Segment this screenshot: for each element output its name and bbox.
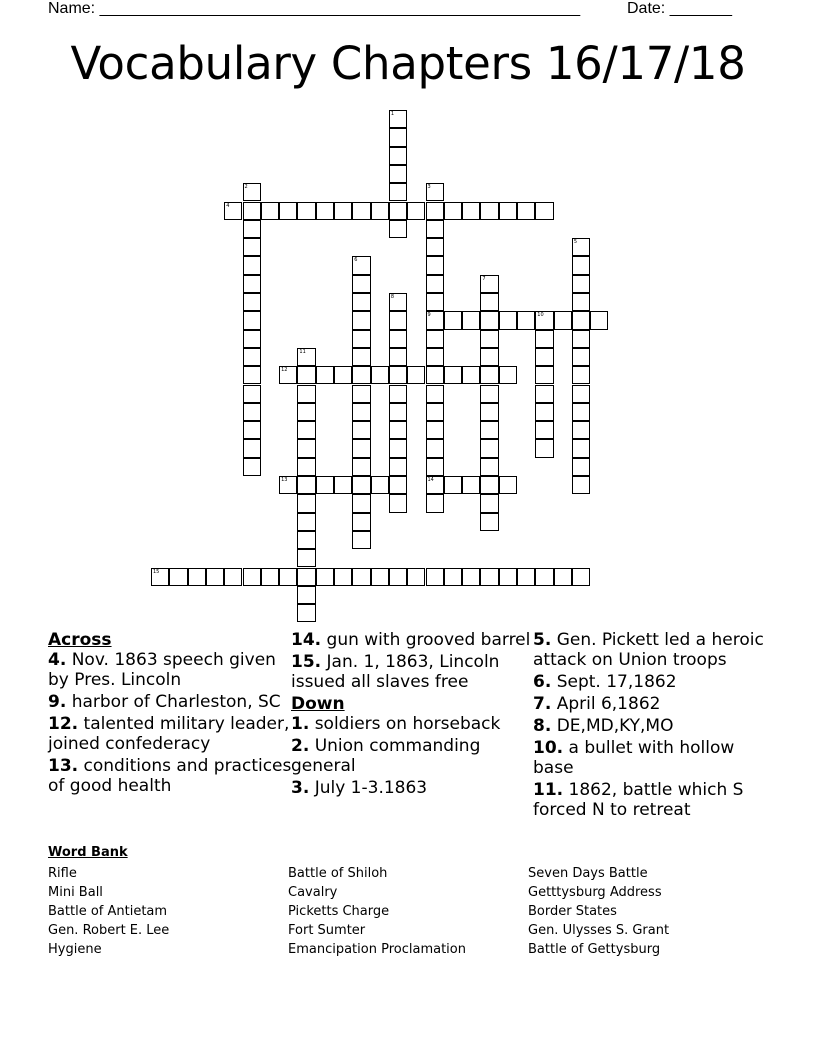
crossword-cell[interactable] <box>243 202 261 220</box>
crossword-cell[interactable] <box>444 202 462 220</box>
crossword-cell[interactable] <box>572 403 590 421</box>
crossword-cell[interactable] <box>426 348 444 366</box>
crossword-cell[interactable] <box>535 330 553 348</box>
crossword-cell[interactable] <box>243 275 261 293</box>
crossword-cell[interactable] <box>462 202 480 220</box>
crossword-cell[interactable] <box>389 202 407 220</box>
crossword-cell[interactable] <box>389 421 407 439</box>
crossword-cell[interactable] <box>444 366 462 384</box>
crossword-cell[interactable] <box>426 403 444 421</box>
crossword-cell[interactable] <box>389 128 407 146</box>
crossword-cell[interactable] <box>462 366 480 384</box>
clue-number-label: 14 <box>427 477 434 483</box>
crossword-cell[interactable] <box>535 439 553 457</box>
clue-number: 7. <box>533 694 552 714</box>
crossword-cell[interactable] <box>572 330 590 348</box>
down-heading: Down <box>291 694 345 714</box>
clue-number-label: 7 <box>482 275 486 282</box>
crossword-cell[interactable] <box>480 202 498 220</box>
crossword-cell[interactable] <box>480 494 498 512</box>
crossword-cell[interactable] <box>297 202 315 220</box>
crossword-cell[interactable] <box>572 366 590 384</box>
clue-text: Jan. 1, 1863, Lincoln issued all slaves free <box>291 652 500 692</box>
clue-across-15 <box>291 652 536 692</box>
clue-down-3 <box>291 778 536 798</box>
crossword-cell[interactable] <box>389 311 407 329</box>
clue-number-label: 4 <box>226 202 230 209</box>
clue-text: April 6,1862 <box>556 694 661 714</box>
crossword-cell[interactable] <box>389 183 407 201</box>
crossword-cell[interactable] <box>243 421 261 439</box>
crossword-cell[interactable] <box>297 568 315 586</box>
clue-across-13 <box>48 756 293 796</box>
crossword-cell[interactable] <box>426 568 444 586</box>
crossword-cell[interactable] <box>572 311 590 329</box>
crossword-cell[interactable] <box>444 476 462 494</box>
crossword-cell[interactable] <box>334 476 352 494</box>
crossword-cell[interactable] <box>352 568 370 586</box>
clue-number-label: 3 <box>427 184 431 191</box>
crossword-cell[interactable] <box>352 366 370 384</box>
crossword-cell[interactable] <box>389 147 407 165</box>
clue-number: 9. <box>48 692 67 712</box>
clue-number-label: 6 <box>354 257 358 264</box>
clue-number-label: 12 <box>281 367 288 374</box>
clue-number: 10. <box>533 738 564 758</box>
crossword-cell[interactable] <box>334 366 352 384</box>
crossword-cell[interactable] <box>224 202 242 220</box>
crossword-cell[interactable] <box>426 330 444 348</box>
clue-text: gun with grooved barrel <box>326 630 531 650</box>
clue-text: talented military leader, joined confederacy <box>48 714 290 754</box>
crossword-cell[interactable] <box>517 311 535 329</box>
crossword-cell[interactable] <box>243 458 261 476</box>
crossword-cell[interactable] <box>243 293 261 311</box>
crossword-cell[interactable] <box>572 256 590 274</box>
crossword-cell[interactable] <box>389 330 407 348</box>
crossword-cell[interactable] <box>243 183 261 201</box>
crossword-cell[interactable] <box>389 568 407 586</box>
crossword-cell[interactable] <box>426 458 444 476</box>
crossword-cell[interactable] <box>297 531 315 549</box>
crossword-cell[interactable] <box>535 366 553 384</box>
crossword-cell[interactable] <box>426 220 444 238</box>
crossword-cell[interactable] <box>151 568 169 586</box>
word-bank-item: Fort Sumter <box>288 923 366 938</box>
crossword-cell[interactable] <box>426 385 444 403</box>
crossword-cell[interactable] <box>389 494 407 512</box>
crossword-cell[interactable] <box>535 202 553 220</box>
crossword-cell[interactable] <box>426 366 444 384</box>
clue-number: 15. <box>291 652 322 672</box>
crossword-cell[interactable] <box>480 311 498 329</box>
crossword-cell[interactable] <box>426 238 444 256</box>
crossword-cell[interactable] <box>371 366 389 384</box>
crossword-cell[interactable] <box>426 311 444 329</box>
crossword-cell[interactable] <box>279 476 297 494</box>
word-bank-item: Battle of Shiloh <box>288 866 388 881</box>
clue-number: 3. <box>291 778 310 798</box>
crossword-cell[interactable] <box>444 568 462 586</box>
crossword-cell[interactable] <box>590 311 608 329</box>
clue-down-5 <box>533 630 778 670</box>
crossword-cell[interactable] <box>297 586 315 604</box>
crossword-cell[interactable] <box>462 476 480 494</box>
clue-number-label: 1 <box>390 111 395 117</box>
crossword-cell[interactable] <box>297 421 315 439</box>
clue-number: 5. <box>533 630 552 650</box>
clue-number-label: 9 <box>427 312 431 319</box>
crossword-cell[interactable] <box>572 568 590 586</box>
name-field-label: Name: ______________________________________________________ <box>48 0 581 17</box>
crossword-cell[interactable] <box>426 494 444 512</box>
crossword-cell[interactable] <box>572 458 590 476</box>
crossword-cell[interactable] <box>554 568 572 586</box>
middle-clues-column <box>291 630 536 800</box>
crossword-cell[interactable] <box>480 458 498 476</box>
crossword-cell[interactable] <box>572 275 590 293</box>
crossword-cell[interactable] <box>426 476 444 494</box>
crossword-cell[interactable] <box>371 202 389 220</box>
crossword-cell[interactable] <box>297 348 315 366</box>
crossword-cell[interactable] <box>499 568 517 586</box>
crossword-cell[interactable] <box>243 256 261 274</box>
clue-across-4 <box>48 650 293 690</box>
word-bank-item: Cavalry <box>288 885 338 900</box>
crossword-cell[interactable] <box>389 348 407 366</box>
crossword-cell[interactable] <box>407 202 425 220</box>
crossword-cell[interactable] <box>499 202 517 220</box>
word-bank-item: Seven Days Battle <box>528 866 648 881</box>
crossword-cell[interactable] <box>480 403 498 421</box>
clue-number: 4. <box>48 650 67 670</box>
clue-down-7 <box>533 694 778 714</box>
crossword-cell[interactable] <box>426 202 444 220</box>
crossword-cell[interactable] <box>426 275 444 293</box>
crossword-cell[interactable] <box>572 385 590 403</box>
clue-down-11 <box>533 780 778 820</box>
crossword-cell[interactable] <box>535 403 553 421</box>
crossword-cell[interactable] <box>352 513 370 531</box>
crossword-cell[interactable] <box>334 202 352 220</box>
clue-text: Sept. 17,1862 <box>556 672 677 692</box>
across-clues-column <box>48 630 293 798</box>
crossword-cell[interactable] <box>444 311 462 329</box>
crossword-cell[interactable] <box>243 348 261 366</box>
crossword-cell[interactable] <box>297 439 315 457</box>
crossword-cell[interactable] <box>297 403 315 421</box>
crossword-cell[interactable] <box>572 348 590 366</box>
crossword-cell[interactable] <box>426 256 444 274</box>
crossword-cell[interactable] <box>499 311 517 329</box>
crossword-cell[interactable] <box>499 366 517 384</box>
crossword-cell[interactable] <box>206 568 224 586</box>
clue-number: 14. <box>291 630 322 650</box>
crossword-cell[interactable] <box>535 421 553 439</box>
crossword-cell[interactable] <box>297 549 315 567</box>
crossword-cell[interactable] <box>426 293 444 311</box>
crossword-cell[interactable] <box>389 458 407 476</box>
word-bank-item: Border States <box>528 904 617 919</box>
clue-number-label: 5 <box>573 239 578 246</box>
crossword-cell[interactable] <box>352 348 370 366</box>
word-bank-item: Battle of Antietam <box>48 904 168 919</box>
crossword-cell[interactable] <box>279 568 297 586</box>
clue-text: 1862, battle which S forced N to retreat <box>533 780 744 820</box>
word-bank-item: Getttysburg Address <box>528 885 662 900</box>
word-bank-item: Gen. Robert E. Lee <box>48 923 170 938</box>
crossword-cell[interactable] <box>297 385 315 403</box>
crossword-cell[interactable] <box>243 330 261 348</box>
crossword-cell[interactable] <box>352 531 370 549</box>
clue-number: 12. <box>48 714 79 734</box>
crossword-cell[interactable] <box>352 330 370 348</box>
crossword-cell[interactable] <box>572 238 590 256</box>
clue-number-label: 15 <box>153 568 160 575</box>
crossword-cell[interactable] <box>352 421 370 439</box>
clue-across-14 <box>291 630 536 650</box>
clue-text: soldiers on horseback <box>314 714 501 734</box>
crossword-cell[interactable] <box>352 202 370 220</box>
word-bank-item: Gen. Ulysses S. Grant <box>528 923 670 938</box>
clue-down-1 <box>291 714 536 734</box>
crossword-cell[interactable] <box>389 165 407 183</box>
clue-number-label: 8 <box>390 294 395 300</box>
crossword-cell[interactable] <box>243 385 261 403</box>
crossword-cell[interactable] <box>352 494 370 512</box>
crossword-cell[interactable] <box>389 220 407 238</box>
crossword-cell[interactable] <box>480 568 498 586</box>
crossword-cell[interactable] <box>572 293 590 311</box>
crossword-cell[interactable] <box>480 293 498 311</box>
crossword-cell[interactable] <box>535 348 553 366</box>
clue-across-9 <box>48 692 293 712</box>
crossword-cell[interactable] <box>462 568 480 586</box>
clue-text: harbor of Charleston, SC <box>71 692 281 712</box>
crossword-cell[interactable] <box>535 568 553 586</box>
crossword-cell[interactable] <box>480 275 498 293</box>
crossword-cell[interactable] <box>352 311 370 329</box>
crossword-cell[interactable] <box>243 403 261 421</box>
crossword-cell[interactable] <box>243 220 261 238</box>
crossword-cell[interactable] <box>480 385 498 403</box>
crossword-cell[interactable] <box>535 311 553 329</box>
clue-down-8 <box>533 716 778 736</box>
clue-down-6 <box>533 672 778 692</box>
crossword-cell[interactable] <box>572 476 590 494</box>
crossword-cell[interactable] <box>389 439 407 457</box>
word-bank-item: Emancipation Proclamation <box>288 942 466 957</box>
word-bank-item: Rifle <box>48 866 77 881</box>
crossword-cell[interactable] <box>407 366 425 384</box>
clue-text: Nov. 1863 speech given by Pres. Lincoln <box>48 650 276 690</box>
crossword-cell[interactable] <box>389 366 407 384</box>
crossword-cell[interactable] <box>261 202 279 220</box>
crossword-cell[interactable] <box>224 568 242 586</box>
crossword-cell[interactable] <box>352 403 370 421</box>
crossword-cell[interactable] <box>352 476 370 494</box>
crossword-cell[interactable] <box>352 293 370 311</box>
crossword-cell[interactable] <box>480 421 498 439</box>
clue-number-label: 13 <box>281 477 288 483</box>
clue-number: 8. <box>533 716 552 736</box>
crossword-cell[interactable] <box>462 311 480 329</box>
word-bank-heading: Word Bank <box>48 845 128 860</box>
crossword-cell[interactable] <box>297 366 315 384</box>
crossword-cell[interactable] <box>279 366 297 384</box>
page-title: Vocabulary Chapters 16/17/18 <box>70 37 746 90</box>
crossword-cell[interactable] <box>334 568 352 586</box>
date-field-label: Date: _______ <box>627 0 732 17</box>
clue-number-label: 2 <box>244 184 248 191</box>
crossword-cell[interactable] <box>572 439 590 457</box>
clue-number: 13. <box>48 756 79 776</box>
crossword-cell[interactable] <box>297 513 315 531</box>
crossword-cell[interactable] <box>243 568 261 586</box>
crossword-cell[interactable] <box>316 568 334 586</box>
crossword-cell[interactable] <box>243 439 261 457</box>
crossword-cell[interactable] <box>480 513 498 531</box>
crossword-cell[interactable] <box>297 494 315 512</box>
crossword-cell[interactable] <box>297 604 315 622</box>
crossword-cell[interactable] <box>352 256 370 274</box>
clue-text: conditions and practices of good health <box>48 756 292 796</box>
crossword-cell[interactable] <box>480 476 498 494</box>
crossword-cell[interactable] <box>426 183 444 201</box>
crossword-cell[interactable] <box>480 439 498 457</box>
crossword-cell[interactable] <box>261 568 279 586</box>
across-heading: Across <box>48 630 112 650</box>
crossword-cell[interactable] <box>480 330 498 348</box>
crossword-cell[interactable] <box>389 385 407 403</box>
crossword-cell[interactable] <box>480 348 498 366</box>
crossword-cell[interactable] <box>352 275 370 293</box>
clue-text: Gen. Pickett led a heroic attack on Union troops <box>533 630 764 670</box>
crossword-cell[interactable] <box>243 366 261 384</box>
word-bank-item: Picketts Charge <box>288 904 390 919</box>
word-bank-column-3 <box>528 864 669 959</box>
crossword-cell[interactable] <box>389 293 407 311</box>
crossword-cell[interactable] <box>407 568 425 586</box>
word-bank-item: Mini Ball <box>48 885 103 900</box>
clue-number-label: 11 <box>299 348 306 355</box>
crossword-cell[interactable] <box>371 476 389 494</box>
crossword-cell[interactable] <box>389 403 407 421</box>
crossword-cell[interactable] <box>316 366 334 384</box>
clue-down-10 <box>533 738 778 778</box>
crossword-cell[interactable] <box>316 476 334 494</box>
clue-number: 11. <box>533 780 564 800</box>
crossword-cell[interactable] <box>371 568 389 586</box>
crossword-cell[interactable] <box>426 421 444 439</box>
word-bank-item: Hygiene <box>48 942 102 957</box>
word-bank-item: Battle of Gettysburg <box>528 942 661 957</box>
crossword-cell[interactable] <box>279 202 297 220</box>
word-bank-column-1 <box>48 864 169 959</box>
clue-number: 2. <box>291 736 310 756</box>
crossword-cell[interactable] <box>297 476 315 494</box>
crossword-cell[interactable] <box>480 366 498 384</box>
clue-number: 6. <box>533 672 552 692</box>
crossword-cell[interactable] <box>535 385 553 403</box>
word-bank-column-2 <box>288 864 466 959</box>
crossword-cell[interactable] <box>316 202 334 220</box>
crossword-cell[interactable] <box>554 311 572 329</box>
down-clues-column <box>533 630 778 822</box>
crossword-cell[interactable] <box>572 421 590 439</box>
clue-across-12 <box>48 714 293 754</box>
crossword-cell[interactable] <box>499 476 517 494</box>
crossword-cell[interactable] <box>352 458 370 476</box>
clue-text: a bullet with hollow base <box>533 738 735 778</box>
crossword-cell[interactable] <box>188 568 206 586</box>
crossword-cell[interactable] <box>389 110 407 128</box>
clue-text: July 1-3.1863 <box>314 778 428 798</box>
crossword-cell[interactable] <box>297 458 315 476</box>
crossword-cell[interactable] <box>243 311 261 329</box>
crossword-cell[interactable] <box>352 385 370 403</box>
crossword-cell[interactable] <box>169 568 187 586</box>
crossword-cell[interactable] <box>517 202 535 220</box>
crossword-cell[interactable] <box>426 439 444 457</box>
crossword-cell[interactable] <box>389 476 407 494</box>
clue-number-label: 10 <box>537 312 544 319</box>
crossword-cell[interactable] <box>352 439 370 457</box>
clue-down-2 <box>291 736 536 776</box>
clue-number: 1. <box>291 714 310 734</box>
clue-text: Union commanding general <box>291 736 481 776</box>
crossword-cell[interactable] <box>243 238 261 256</box>
crossword-cell[interactable] <box>517 568 535 586</box>
clue-text: DE,MD,KY,MO <box>556 716 674 736</box>
